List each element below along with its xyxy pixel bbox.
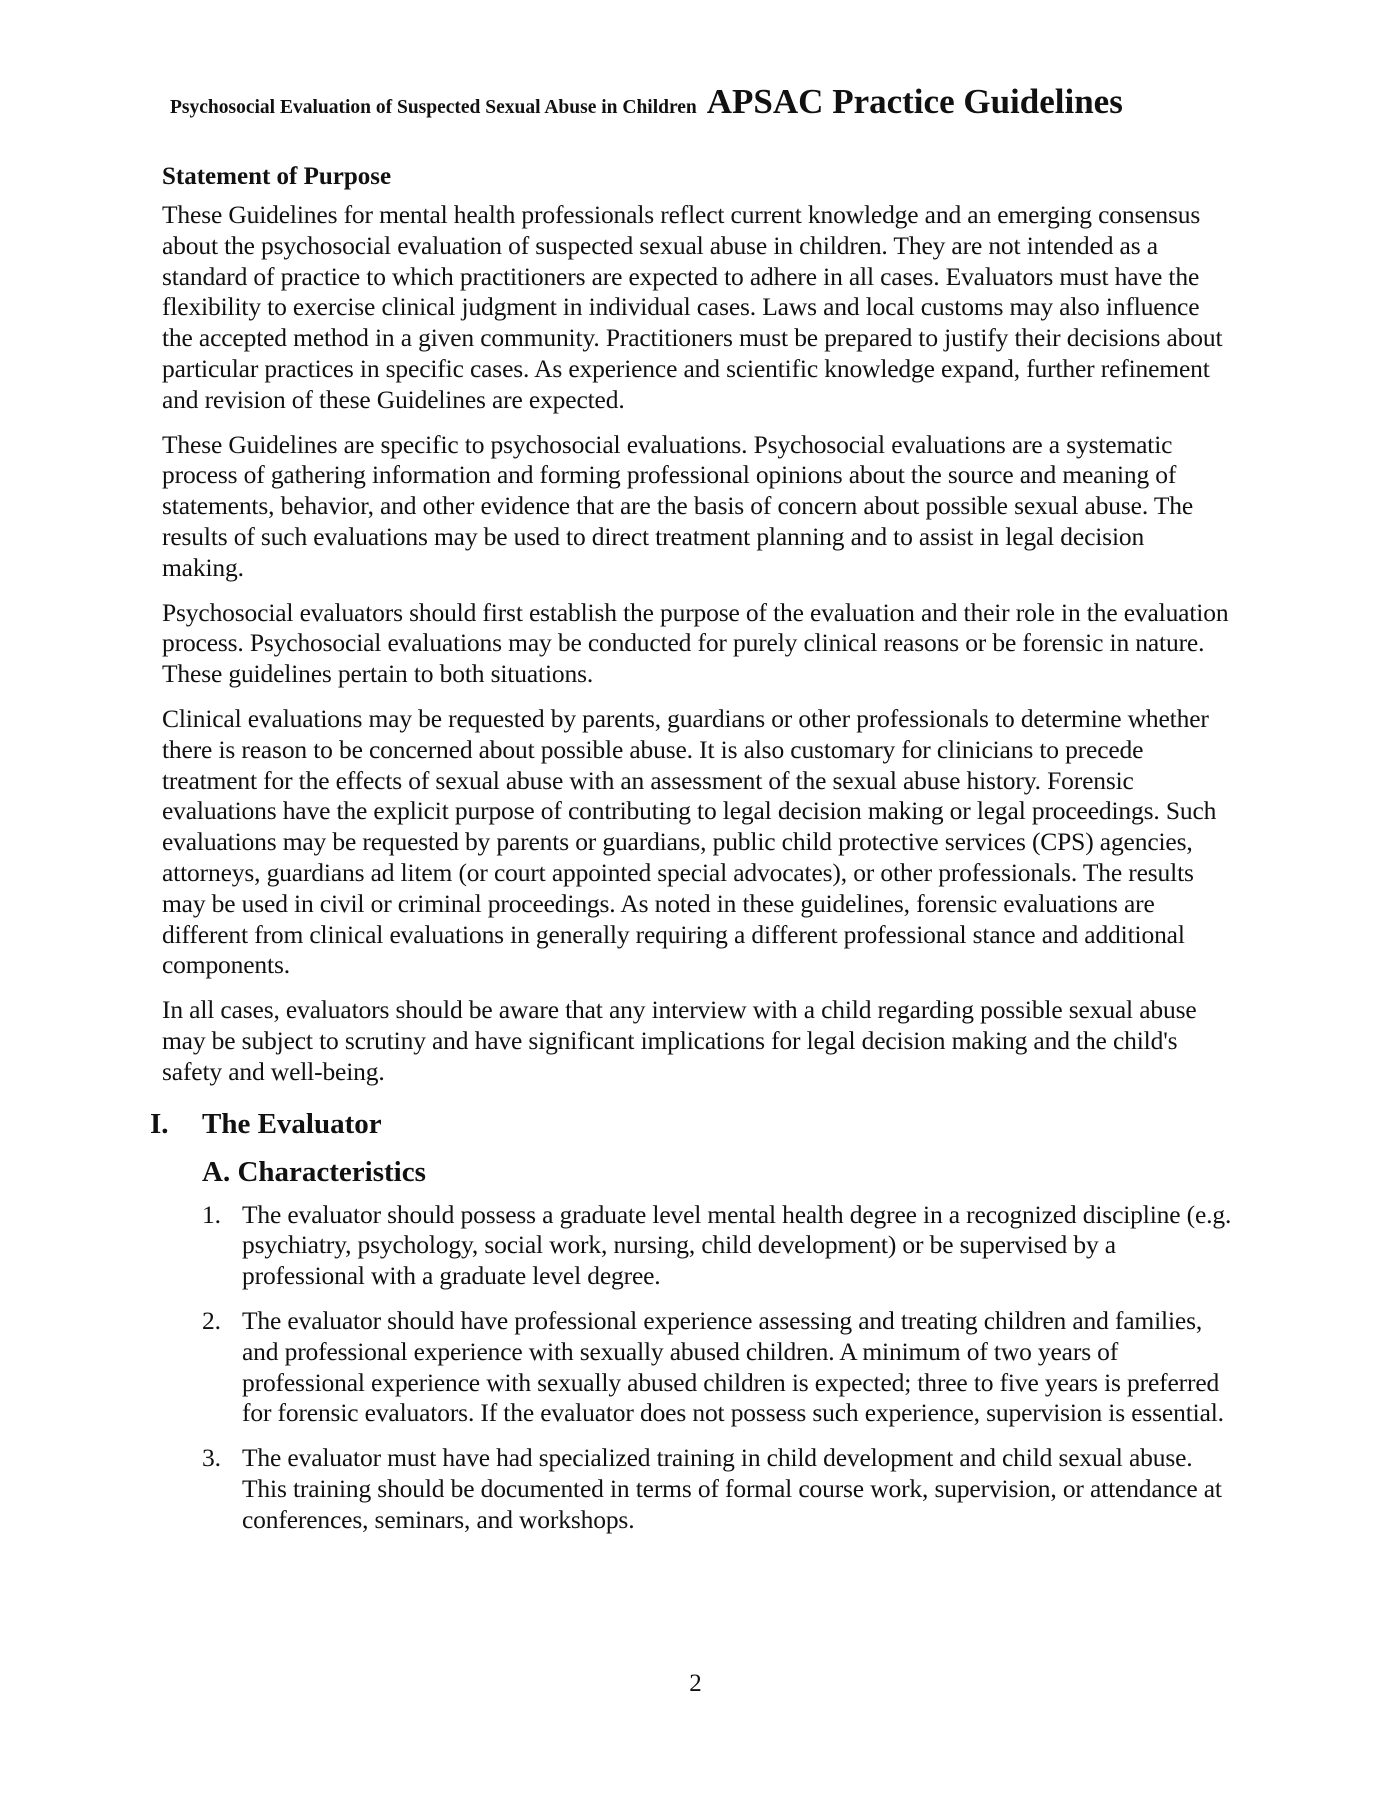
section-title: The Evaluator (202, 1107, 382, 1140)
list-item-text: The evaluator should possess a graduate level mental health degree in a recognized discipline (e.g. psychiatry, psychology, social work, nursing, child development) or be supervised by a professional with a graduate level degree. (242, 1199, 1232, 1291)
list-marker: 2. (202, 1305, 221, 1335)
list-marker: 3. (202, 1443, 221, 1473)
list-item-text: The evaluator must have had specialized training in child development and child sexual abuse. This training should be documented in terms of formal course work, supervision, or attendance at conferences, seminars, and workshops. (242, 1443, 1222, 1534)
section-heading-evaluator (150, 1106, 1232, 1142)
purpose-paragraph-3: Psychosocial evaluators should first establish the purpose of the evaluation and their role in the evaluation process. Psychosocial evaluations may be conducted for purely clinical reasons or be forensic in nature. These guidelines pertain to both situations. (162, 597, 1229, 689)
list-item (202, 1443, 1232, 1535)
purpose-paragraph-5: In all cases, evaluators should be aware that any interview with a child regarding possible sexual abuse may be subject to scrutiny and have significant implications for legal decision making and the child's safety and well-being. (162, 995, 1197, 1086)
header-subtitle: Psychosocial Evaluation of Suspected Sexual Abuse in Children (170, 97, 697, 118)
purpose-paragraph-2: These Guidelines are specific to psychosocial evaluations. Psychosocial evaluations are a systematic process of gathering information and forming professional opinions about the source and meaning of statements, behavior, and other evidence that are the basis of concern about possible sexual abuse. The results of such evaluations may be used to direct treatment planning and to assist in legal decision making. (162, 429, 1194, 582)
list-marker: 1. (202, 1199, 221, 1229)
page-number: 2 (689, 1670, 702, 1697)
section-number: I. (150, 1107, 169, 1140)
list-item (202, 1200, 1232, 1292)
header-title: APSAC Practice Guidelines (706, 82, 1123, 121)
running-header (170, 82, 1123, 122)
characteristics-list (202, 1200, 1232, 1536)
list-item-text: The evaluator should have professional experience assessing and treating children and families, and professional experience with sexually abused children. A minimum of two years of professional experience with sexually abused children is expected; three to five years is preferred for forensic evaluators. If the evaluator does not possess such experience, supervision is essential. (242, 1305, 1224, 1428)
list-item (202, 1306, 1232, 1429)
statement-of-purpose-heading: Statement of Purpose (162, 163, 392, 190)
subsection-heading-characteristics: A. Characteristics (202, 1155, 426, 1188)
purpose-paragraph-1: These Guidelines for mental health professionals reflect current knowledge and an emerging consensus about the psychosocial evaluation of suspected sexual abuse in children. They are not intended as a standard of practice to which practitioners are expected to adhere in all cases. Evaluators must have the flexibility to exercise clinical judgment in individual cases. Laws and local customs may also influence the accepted method in a given community. Practitioners must be prepared to justify their decisions about particular practices in specific cases. As experience and scientific knowledge expand, further refinement and revision of these Guidelines are expected. (162, 200, 1223, 414)
purpose-paragraph-4: Clinical evaluations may be requested by parents, guardians or other professionals to determine whether there is reason to be concerned about possible abuse. It is also customary for clinicians to precede treatment for the effects of sexual abuse with an assessment of the sexual abuse history. Forensic evaluations have the explicit purpose of contributing to legal decision making or legal proceedings. Such evaluations may be requested by parents or guardians, public child protective services (CPS) agencies, attorneys, guardians ad litem (or court appointed special advocates), or other professionals. The results may be used in civil or criminal proceedings. As noted in these guidelines, forensic evaluations are different from clinical evaluations in generally requiring a different professional stance and additional components. (162, 703, 1217, 980)
document-body (150, 162, 1232, 1549)
